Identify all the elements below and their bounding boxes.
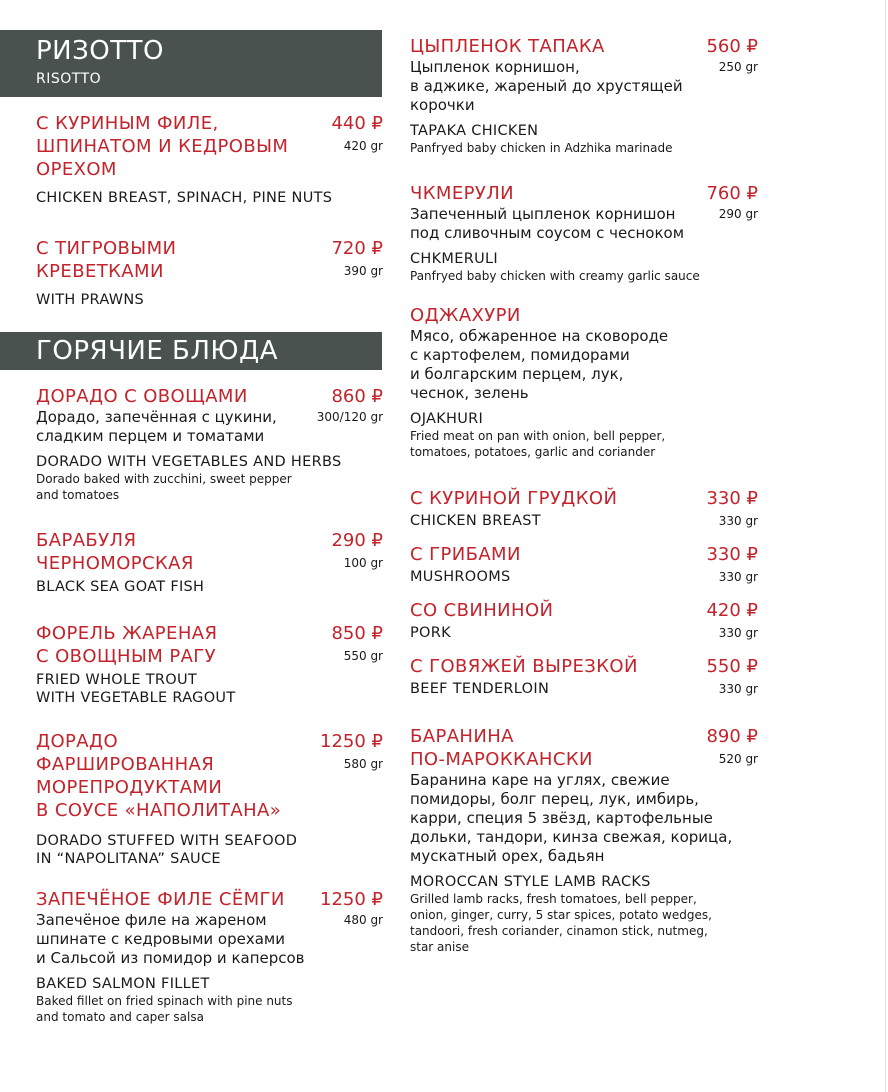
menu-item-risotto-chicken: [36, 112, 383, 207]
menu-item-risotto-prawns: [36, 237, 383, 309]
item-weight: 480 gr: [343, 913, 383, 927]
item-name: БАРАБУЛЯ ЧЕРНОМОРСКАЯ: [36, 530, 194, 574]
item-weight: 390 gr: [343, 264, 383, 278]
item-price: 1250 ₽: [320, 731, 383, 752]
menu-item-mushrooms: [410, 543, 758, 586]
item-name: СО СВИНИНОЙ: [410, 600, 554, 621]
item-price: 420 ₽: [706, 600, 758, 621]
item-name-en: WITH PRAWNS: [36, 292, 145, 308]
item-weight: 290 gr: [718, 207, 758, 221]
item-name: ЦЫПЛЕНОК ТАПАКА: [410, 36, 605, 57]
item-weight: 580 gr: [343, 757, 383, 771]
item-weight: 250 gr: [718, 60, 758, 74]
menu-item-pork: [410, 599, 758, 642]
item-name-en: CHICKEN BREAST, SPINACH, PINE NUTS: [36, 190, 333, 206]
item-description-ru: Мясо, обжаренное на сковороде с картофелем, помидорами и болгарским перцем, лук, чеснок, зелень: [410, 327, 669, 402]
item-name-en: PORK: [410, 625, 451, 641]
item-weight: 330 gr: [718, 570, 758, 584]
item-price: 760 ₽: [706, 183, 758, 204]
item-name-en: OJAKHURI: [410, 411, 484, 427]
item-name: БАРАНИНА ПО-МАРОККАНСКИ: [410, 726, 593, 770]
item-name-en: TAPAKA CHICKEN: [410, 123, 539, 139]
item-weight: 550 gr: [343, 649, 383, 663]
risotto-header: [0, 30, 382, 97]
menu-item-chkmeruli: [410, 182, 758, 284]
item-name-en: FRIED WHOLE TROUT WITH VEGETABLE RAGOUT: [36, 672, 236, 706]
item-price: 560 ₽: [706, 36, 758, 57]
item-price: 550 ₽: [706, 656, 758, 677]
item-price: 720 ₽: [331, 238, 383, 259]
item-name-en: CHKMERULI: [410, 251, 498, 267]
item-description-ru: Запеченный цыпленок корнишон под сливочным соусом с чесноком: [410, 205, 685, 242]
item-name-en: MUSHROOMS: [410, 569, 511, 585]
risotto-title: РИЗОТТО: [36, 36, 164, 66]
menu-item-tapaka: [410, 35, 758, 156]
item-weight: 420 gr: [343, 139, 383, 153]
item-description-en: Dorado baked with zucchini, sweet pepper and tomatoes: [36, 472, 292, 502]
item-price: 330 ₽: [706, 544, 758, 565]
menu-item-dorado-stuffed: [36, 730, 383, 868]
menu-item-ojakhuri: [410, 304, 758, 460]
item-description-ru: Запечёное филе на жареном шпинате с кедровыми орехами и Сальсой из помидор и каперсов: [36, 911, 305, 967]
item-name: ДОРАДО С ОВОЩАМИ: [36, 386, 248, 407]
item-price: 890 ₽: [706, 726, 758, 747]
item-name: ФОРЕЛЬ ЖАРЕНАЯ С ОВОЩНЫМ РАГУ: [36, 623, 218, 667]
item-price: 290 ₽: [331, 530, 383, 551]
item-name-en: BAKED SALMON FILLET: [36, 976, 210, 992]
item-name: С КУРИНОЙ ГРУДКОЙ: [410, 488, 618, 509]
menu-item-lamb: [410, 725, 758, 955]
item-weight: 330 gr: [718, 514, 758, 528]
item-name: С КУРИНЫМ ФИЛЕ, ШПИНАТОМ И КЕДРОВЫМ ОРЕХОМ: [36, 113, 289, 180]
hot-dishes-header: [0, 332, 382, 370]
item-price: 330 ₽: [706, 488, 758, 509]
item-description-en: Grilled lamb racks, fresh tomatoes, bell pepper, onion, ginger, curry, 5 star spices, potato wedges, tandoori, fresh coriander, cinamon stick, nutmeg, star anise: [410, 892, 712, 954]
item-price: 860 ₽: [331, 386, 383, 407]
item-weight: 100 gr: [343, 556, 383, 570]
item-name: ДОРАДО ФАРШИРОВАННАЯ МОРЕПРОДУКТАМИ В СОУСЕ «НАПОЛИТАНА»: [36, 731, 282, 821]
item-description-en: Baked fillet on fried spinach with pine nuts and tomato and caper salsa: [36, 994, 293, 1024]
item-description-ru: Баранина каре на углях, свежие помидоры, болг перец, лук, имбирь, карри, специя 5 звёзд, картофельные дольки, тандори, кинза свежая, корица, мускатный орех, бадьян: [410, 771, 733, 865]
menu-item-trout: [36, 622, 383, 707]
item-name-en: CHICKEN BREAST: [410, 513, 541, 529]
item-name-en: DORADO STUFFED WITH SEAFOOD IN “NAPOLITANA” SAUCE: [36, 833, 298, 867]
hot-dishes-title: ГОРЯЧИЕ БЛЮДА: [36, 336, 279, 366]
item-weight: 330 gr: [718, 626, 758, 640]
menu-item-dorado-vegetables: [36, 385, 383, 503]
item-name: ОДЖАХУРИ: [410, 305, 521, 326]
item-name: С ТИГРОВЫМИ КРЕВЕТКАМИ: [36, 238, 177, 282]
item-name: ЗАПЕЧЁНОЕ ФИЛЕ СЁМГИ: [36, 889, 285, 910]
item-weight: 520 gr: [718, 752, 758, 766]
item-description-ru: Дорадо, запечённая с цукини, сладким перцем и томатами: [36, 408, 277, 445]
item-price: 850 ₽: [331, 623, 383, 644]
risotto-subtitle: RISOTTO: [36, 71, 102, 87]
item-name: ЧКМЕРУЛИ: [410, 183, 515, 204]
item-name: С ГРИБАМИ: [410, 544, 521, 565]
menu-item-chicken-breast: [410, 487, 758, 530]
item-name-en: BLACK SEA GOAT FISH: [36, 579, 205, 595]
item-description-en: Panfryed baby chicken in Adzhika marinade: [410, 141, 673, 155]
item-description-en: Fried meat on pan with onion, bell pepper, tomatoes, potatoes, garlic and coriander: [410, 429, 666, 459]
page-edge-line: [885, 0, 886, 1092]
item-price: 440 ₽: [331, 113, 383, 134]
item-weight: 300/120 gr: [316, 410, 383, 424]
item-weight: 330 gr: [718, 682, 758, 696]
item-description-ru: Цыпленок корнишон, в аджике, жареный до хрустящей корочки: [410, 58, 683, 114]
item-name-en: BEEF TENDERLOIN: [410, 681, 550, 697]
item-price: 1250 ₽: [320, 889, 383, 910]
menu-item-goat-fish: [36, 529, 383, 596]
menu-item-salmon: [36, 888, 383, 1025]
item-name-en: DORADO WITH VEGETABLES AND HERBS: [36, 454, 342, 470]
item-description-en: Panfryed baby chicken with creamy garlic sauce: [410, 269, 700, 283]
item-name: С ГОВЯЖЕЙ ВЫРЕЗКОЙ: [410, 656, 638, 677]
item-name-en: MOROCCAN STYLE LAMB RACKS: [410, 874, 651, 890]
menu-item-beef: [410, 655, 758, 698]
